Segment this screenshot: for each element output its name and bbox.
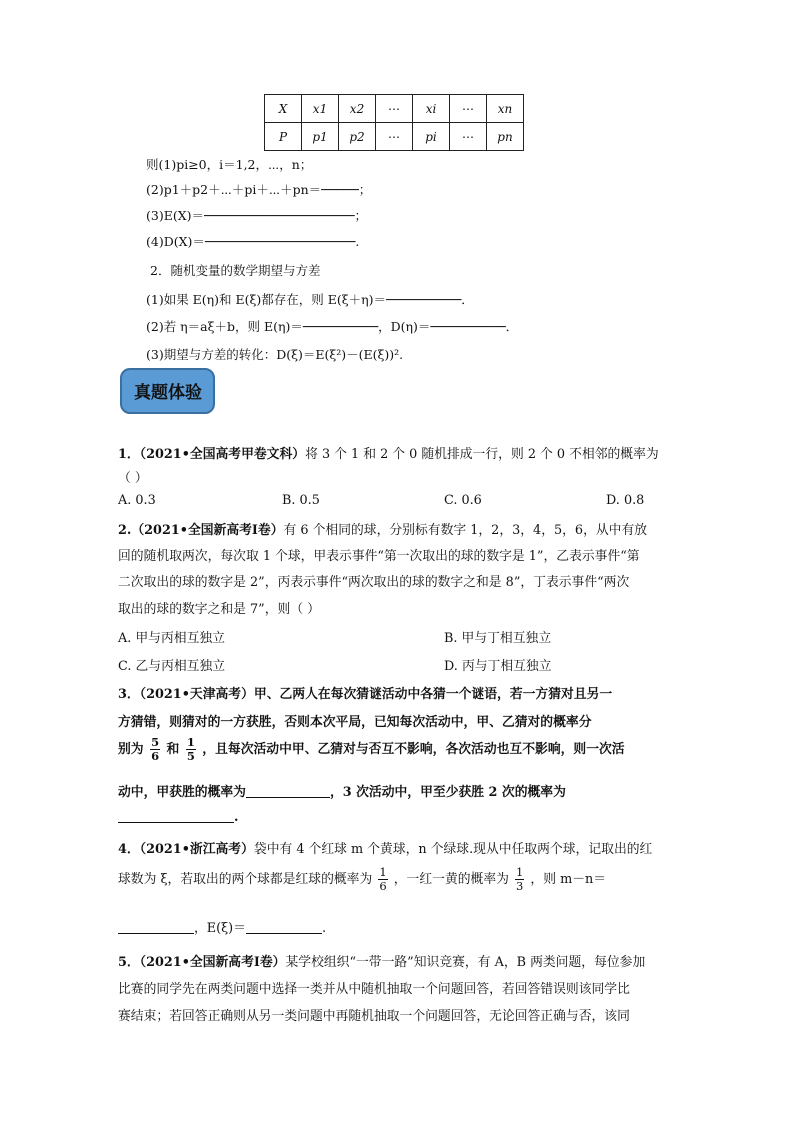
question-3 <box>118 683 612 702</box>
question-5-line-1: 某学校组织“一带一路”知识竞赛，有 A，B 两类问题，每位参加 <box>285 955 646 970</box>
question-4-line-3: ，E(ξ)＝ . <box>118 917 326 936</box>
question-3-line-5: . <box>118 809 238 825</box>
table-cell: ⋯ <box>450 95 487 123</box>
expectation-line-3: (3)期望与方差的转化：D(ξ)＝E(ξ²)－(E(ξ))². <box>146 347 404 362</box>
property-line-2: (2)p1＋p2＋⋯＋pi＋⋯＋pn＝─────； <box>146 182 372 197</box>
question-4-line-1: 袋中有 4 个红球 m 个黄球，n 个绿球.现从中任取两个球，记取出的红 <box>253 842 653 857</box>
answer-blank[interactable] <box>246 920 322 934</box>
option-b: B. 0.5 <box>282 493 320 508</box>
question-3-line-3: 别为 $\frac{5}{6}$ 和 $\frac{1}{5}$ ，且每次活动中甲、乙猜对与否互不影响，各次活动也互不影响，则一次活 <box>118 735 625 763</box>
section-heading: 2．随机变量的数学期望与方差 <box>150 263 321 278</box>
distribution-table <box>264 94 524 151</box>
table-cell: X <box>265 95 302 123</box>
table-cell: ⋯ <box>376 95 413 123</box>
table-row <box>265 95 524 123</box>
question-2-line-1: 有 6 个相同的球，分别标有数字 1，2，3，4，5，6，从中有放 <box>283 523 648 538</box>
question-2 <box>118 519 647 538</box>
table-cell: xi <box>413 95 450 123</box>
table-row <box>265 123 524 151</box>
table-cell: ⋯ <box>450 123 487 151</box>
option-a: A. 甲与丙相互独立 <box>118 631 225 646</box>
property-line-1: 则(1)pi≥0，i＝1,2，⋯，n； <box>146 157 313 172</box>
answer-blank[interactable] <box>118 809 234 823</box>
option-a: A. 0.3 <box>118 493 156 508</box>
option-d: D. 0.8 <box>606 493 645 508</box>
expectation-line-1: (1)如果 E(η)和 E(ξ)都存在，则 E(ξ＋η)＝──────────． <box>146 292 474 307</box>
question-2-line-2: 回的随机取两次，每次取 1 个球，甲表示事件“第一次取出的球的数字是 1”，乙表示事件“第 <box>118 549 640 564</box>
question-4 <box>118 838 652 857</box>
answer-blank[interactable] <box>118 920 194 934</box>
question-1-paren: （ ） <box>118 471 148 486</box>
question-5 <box>118 951 645 970</box>
table-cell: P <box>265 123 302 151</box>
question-3-line-4: 动中，甲获胜的概率为 ，3 次活动中，甲至少获胜 2 次的概率为 <box>118 785 566 800</box>
question-1 <box>118 443 659 462</box>
question-2-tag: 2.（2021•全国新高考Ⅰ卷） <box>118 523 284 538</box>
table-cell: p1 <box>302 123 339 151</box>
fraction: $\frac{1}{6}$ <box>379 865 387 893</box>
question-2-line-4: 取出的球的数字之和是 7”，则（ ） <box>118 602 320 617</box>
fraction: $\frac{1}{5}$ <box>186 735 195 763</box>
question-5-line-2: 比赛的同学先在两类问题中选择一类并从中随机抽取一个问题回答，若回答错误则该同学比 <box>118 982 630 997</box>
answer-blank[interactable] <box>246 784 330 798</box>
table-cell: xn <box>487 95 524 123</box>
property-line-4: (4)D(X)＝────────────────────. <box>146 234 360 249</box>
question-3-line-1: 甲、乙两人在每次猜谜活动中各猜一个谜语，若一方猜对且另一 <box>253 687 613 702</box>
question-3-line-2: 方猜错，则猜对的一方获胜，否则本次平局，已知每次活动中，甲、乙猜对的概率分 <box>118 715 592 730</box>
table-cell: pn <box>487 123 524 151</box>
option-b: B. 甲与丁相互独立 <box>444 631 552 646</box>
question-2-line-3: 二次取出的球的数字是 2”，丙表示事件“两次取出的球的数字之和是 8”，丁表示事件“两次 <box>118 575 630 590</box>
question-1-text: 将 3 个 1 和 2 个 0 随机排成一行，则 2 个 0 不相邻的概率为 <box>305 447 659 462</box>
table-cell: x1 <box>302 95 339 123</box>
option-c: C. 乙与丙相互独立 <box>118 659 226 674</box>
question-1-tag: 1．（2021•全国高考甲卷文科） <box>118 447 306 462</box>
question-5-line-3: 赛结束；若回答正确则从另一类问题中再随机抽取一个问题回答，无论回答正确与否，该同 <box>118 1009 630 1024</box>
question-5-tag: 5．（2021•全国新高考Ⅰ卷） <box>118 955 286 970</box>
question-4-tag: 4．（2021•浙江高考） <box>118 842 254 857</box>
property-line-3: (3)E(X)＝────────────────────； <box>146 208 367 223</box>
section-badge <box>120 368 215 414</box>
fraction: $\frac{1}{3}$ <box>516 865 524 893</box>
section-badge-label: 真题体验 <box>134 383 202 403</box>
expectation-line-2: (2)若 η＝aξ＋b，则 E(η)＝──────────，D(η)＝──────────． <box>146 319 519 334</box>
table-cell: pi <box>413 123 450 151</box>
table-cell: ⋯ <box>376 123 413 151</box>
fraction: $\frac{5}{6}$ <box>151 735 160 763</box>
table-cell: x2 <box>339 95 376 123</box>
table-cell: p2 <box>339 123 376 151</box>
question-4-line-2: 球数为 ξ，若取出的两个球都是红球的概率为 $\frac{1}{6}$ ，一红一黄的概率为 $\frac{1}{3}$ ，则 m－n＝ <box>118 865 607 893</box>
option-c: C. 0.6 <box>444 493 482 508</box>
option-d: D. 丙与丁相互独立 <box>444 659 552 674</box>
question-3-tag: 3．（2021•天津高考） <box>118 687 254 702</box>
